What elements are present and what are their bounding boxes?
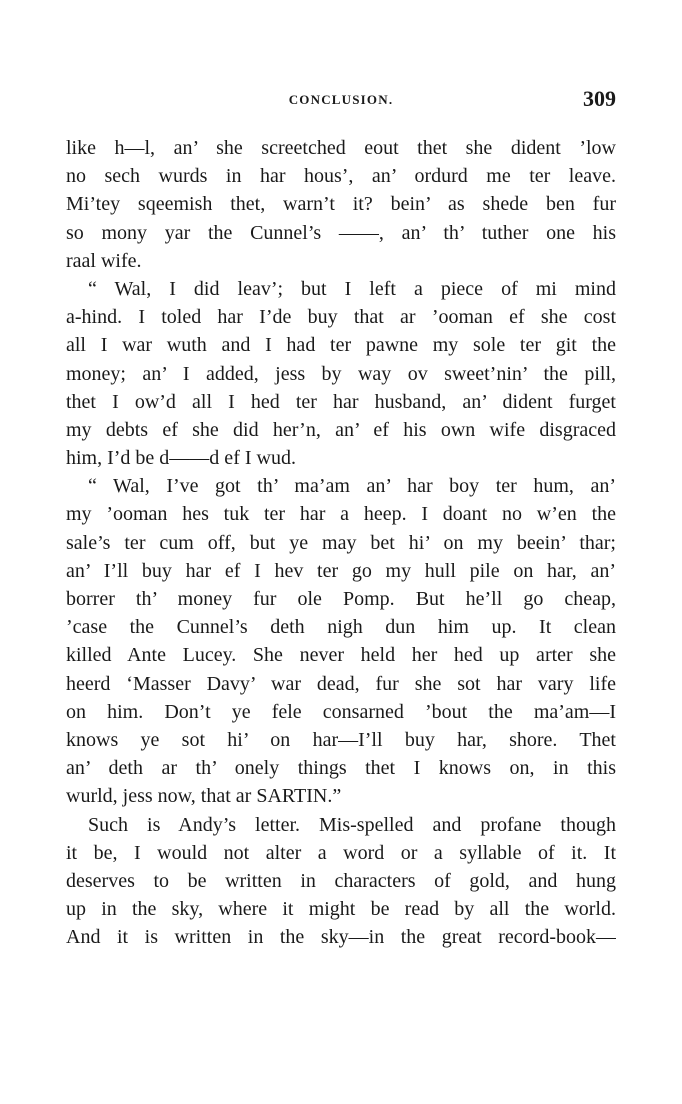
text-line: an’ I’ll buy har ef I hev ter go my hull pile on har, an’ bbox=[66, 559, 616, 582]
text-line: all I war wuth and I had ter pawne my sole ter git the bbox=[66, 334, 616, 357]
text-line: so mony yar the Cunnel’s ——, an’ th’ tuther one his bbox=[66, 221, 616, 244]
page-header bbox=[66, 88, 616, 118]
text-line: Such is Andy’s letter. Mis-spelled and profane though bbox=[88, 813, 616, 836]
text-line: it be, I would not alter a word or a syllable of it. It bbox=[66, 841, 616, 864]
text-line: wurld, jess now, that ar SARTIN.” bbox=[66, 785, 342, 808]
text-line: like h—l, an’ she screetched eout thet she dident ’low bbox=[66, 137, 616, 159]
text-line: my ’ooman hes tuk ter har a heep. I doant no w’en the bbox=[66, 503, 616, 526]
text-line: “ Wal, I’ve got th’ ma’am an’ har boy ter hum, an’ bbox=[88, 475, 616, 498]
text-line: sale’s ter cum off, but ye may bet hi’ on my beein’ thar; bbox=[66, 531, 616, 554]
text-line: “ Wal, I did leav’; but I left a piece of mi mind bbox=[88, 277, 616, 300]
text-line: an’ deth ar th’ onely things thet I knows on, in this bbox=[66, 757, 616, 780]
text-line: ’case the Cunnel’s deth nigh dun him up. It clean bbox=[66, 616, 616, 639]
text-line: on him. Don’t ye fele consarned ’bout the ma’am—I bbox=[66, 700, 616, 723]
text-line: a-hind. I toled har I’de buy that ar ’ooman ef she cost bbox=[66, 306, 616, 329]
text-line: thet I ow’d all I hed ter har husband, an’ dident furget bbox=[66, 390, 616, 413]
text-line: deserves to be written in characters of gold, and hung bbox=[66, 869, 616, 892]
running-head: CONCLUSION. bbox=[288, 92, 394, 107]
text-line: my debts ef she did her’n, an’ ef his own wife disgraced bbox=[66, 418, 616, 441]
text-line: heerd ‘Masser Davy’ war dead, fur she sot har vary life bbox=[66, 672, 616, 695]
text-line: knows ye sot hi’ on har—I’ll buy har, shore. Thet bbox=[66, 728, 616, 751]
text-line: him, I’d be d——d ef I wud. bbox=[66, 447, 296, 470]
text-line: raal wife. bbox=[66, 249, 142, 272]
text-line: borrer th’ money fur ole Pomp. But he’ll go cheap, bbox=[66, 588, 616, 610]
text-line: up in the sky, where it might be read by all the world. bbox=[66, 898, 616, 921]
body-text bbox=[66, 134, 616, 951]
text-line: no sech wurds in har hous’, an’ ordurd me ter leave. bbox=[66, 165, 616, 188]
text-line: And it is written in the sky—in the great record-book— bbox=[66, 926, 616, 949]
text-line: killed Ante Lucey. She never held her hed up arter she bbox=[66, 644, 616, 667]
text-line: money; an’ I added, jess by way ov sweet’nin’ the pill, bbox=[66, 362, 616, 385]
page-number: 309 bbox=[583, 86, 616, 111]
text-line: Mi’tey sqeemish thet, warn’t it? bein’ as shede ben fur bbox=[66, 193, 616, 216]
